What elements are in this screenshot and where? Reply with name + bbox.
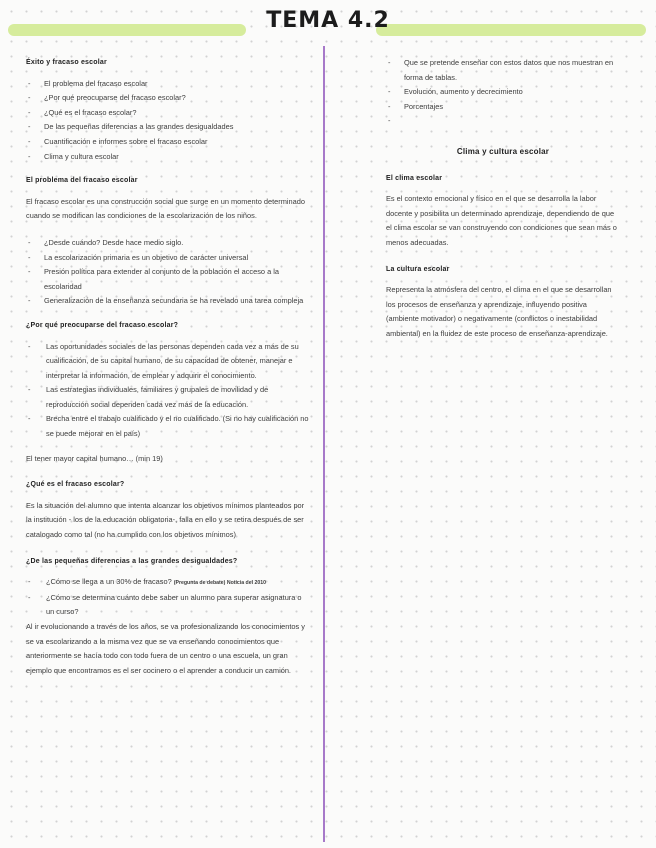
list-item: - Generalización de la enseñanza secundaria se ha revelado una tarea compleja [26,294,310,309]
list-item: - De las pequeñas diferencias a las grandes desigualdades [26,120,310,135]
list-item [26,575,310,591]
index-list [26,77,310,165]
paragraph-cultura: Representa la atmósfera del centro, el clima en el que se desarrollan los procesos de enseñanza y aprendizaje, influyendo positiva (ambiente motivador) o negativamente (conflictos o inestabilidad ambiental) en la fluidez de este proceso de enseñanza-aprendizaje. [386,285,612,338]
list-item: - El problema del fracaso escolar [26,77,310,92]
left-column [26,56,310,690]
paragraph-capital-humano: El tener mayor capital humano… (min 19) [26,453,163,463]
heading-clima-cultura: Clima y cultura escolar [456,146,550,156]
heading-diferencias: ¿De las pequeñas diferencias a las grandes desigualdades? [26,557,238,565]
list-item: - Porcentajes [386,100,620,115]
list-item-empty [386,114,620,129]
por-que-list [26,340,310,442]
heading-cultura: La cultura escolar [386,265,450,273]
list-item: - Brecha entre el trabajo cualificado y el no cualificado. (Si no hay cualificación no se puede mejorar en el país) [26,412,310,441]
list-item: - La escolarización primaria es un objetivo de carácter universal [26,251,310,266]
list-item: - Presión política para extender al conjunto de la población el acceso a la escolaridad [26,265,310,294]
list-item: - Que se pretende enseñar con estos datos que nos muestran en forma de tablas. [386,56,620,85]
list-item: - ¿Qué es el fracaso escolar? [26,106,310,121]
right-column [386,56,620,354]
paragraph-clima: Es el contexto emocional y físico en el que se desarrolla la labor docente y posibilita un determinado aprendizaje, dependiendo de que el clima escolar se van construyendo con condiciones que sean más o menos adecuadas. [386,194,617,247]
question-text: ¿Cómo se llega a un 30% de fracaso? [46,577,172,587]
paragraph-problema: El fracaso escolar es una construcción social que surge en un momento determinado cuando se modifican las condiciones de la escolarización de los niños. [26,196,305,221]
list-item: - Cuantificación e informes sobre el fracaso escolar [26,135,310,150]
list-item: - ¿Por qué preocuparse del fracaso escolar? [26,91,310,106]
paragraph-evolucion: Al ir evolucionando a través de los años, se va profesionalizando los conocimientos y se va escolarizando a la misma vez que se va enseñando conocimientos que anteriormente se hacía todo con todo fuera de un centro o una escuela, un gran ejemplo que encontramos es el ser cocinero o el aprender a conducir un camión. [26,622,305,675]
tables-list [386,56,620,129]
heading-que-es: ¿Qué es el fracaso escolar? [26,481,125,489]
heading-problema: El problema del fracaso escolar [26,177,138,185]
list-item: - Las estrategias individuales, familiares y grupales de movilidad y de reproducción social dependen cada vez más de la educación. [26,383,310,412]
list-item: - ¿Desde cuándo? Desde hace medio siglo. [26,236,310,251]
list-item: - Las oportunidades sociales de las personas dependen cada vez a más de su cualificación, de su capital humano, de su capacidad de obtener, manejar e interpretar la información, de emplear y adquirir el conocimiento. [26,340,310,384]
list-item: - Evolución, aumento y decrecimiento [386,85,620,100]
page-title: TEMA 4.2 [266,8,390,33]
diferencias-list [26,575,310,620]
list-item: - ¿Cómo se determina cuánto debe saber un alumno para superar asignatura o un curso? [26,591,310,620]
paragraph-que-es: Es la situación del alumno que intenta alcanzar los objetivos mínimos planteados por la institución - los de la educación obligatoria-, falla en ello y se retira después de ser catalogado como tal (no ha cumplido con los objetivos mínimos) [26,500,305,540]
heading-por-que: ¿Por qué preocuparse del fracaso escolar? [26,321,179,329]
problema-list [26,236,310,309]
list-item: - Clima y cultura escolar [26,150,310,165]
debate-note: (Pregunta de debate) Noticia del 2010 [173,580,267,587]
heading-exito-fracaso: Éxito y fracaso escolar [26,59,107,66]
heading-clima: El clima escolar [386,174,443,182]
column-divider [323,46,325,842]
